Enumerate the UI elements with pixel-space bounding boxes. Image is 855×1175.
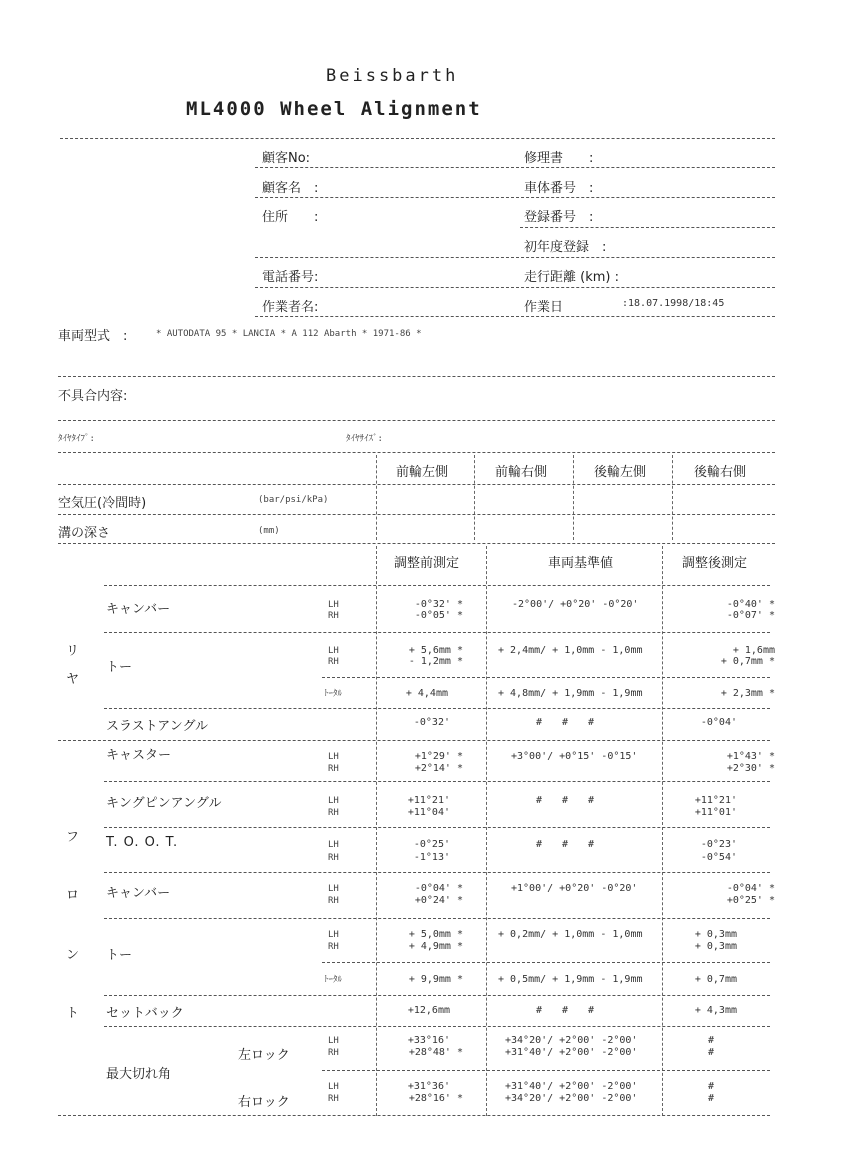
right-lock-after-rh: # (708, 1093, 715, 1104)
rear-camber-before-lh: -0°32' * (414, 599, 463, 610)
rh-label: RH (328, 896, 339, 906)
work-date-label: 作業日 (524, 300, 564, 315)
toot-after-rh: -0°54' (700, 852, 737, 863)
rear-total-before: + 4,4mm (405, 688, 448, 699)
side-label-front: ン (66, 948, 80, 963)
divider (104, 585, 770, 586)
toot-after-lh: -0°23' (700, 839, 737, 850)
divider (255, 257, 775, 258)
front-camber-after-lh: -0°04' * (726, 883, 775, 894)
front-total-after: + 0,7mm (694, 974, 737, 985)
divider (58, 543, 775, 544)
rh-label: RH (328, 1048, 339, 1058)
divider (104, 781, 770, 782)
side-label-front: ト (66, 1006, 80, 1021)
front-toe-before-lh: + 5,0mm * (408, 929, 463, 940)
customer-no-label: 顧客No: (262, 151, 311, 166)
divider (255, 197, 775, 198)
front-camber-spec: +1°00'/ +0°20' -0°20' (511, 883, 638, 894)
column-divider (376, 455, 377, 540)
divider (58, 740, 770, 741)
divider (322, 1070, 770, 1071)
setback-label: セットバック (106, 1006, 184, 1021)
right-lock-before-rh: +28°16' * (408, 1093, 463, 1104)
header-before: 調整前測定 (394, 556, 460, 571)
rh-label: RH (328, 808, 339, 818)
rear-toe-spec: + 2,4mm/ + 1,0mm - 1,0mm (498, 645, 643, 656)
vehicle-type-value: * AUTODATA 95 * LANCIA * A 112 Abarth * 1971-86 * (156, 329, 422, 339)
rh-label: RH (328, 1094, 339, 1104)
wheel-header-rear-left: 後輪左側 (594, 465, 647, 480)
rear-camber-label: キャンバー (106, 602, 171, 617)
lh-label: LH (328, 796, 339, 806)
rh-label: RH (328, 764, 339, 774)
caster-after-rh: +2°30' * (726, 763, 775, 774)
left-lock-spec-rh: +31°40'/ +2°00' -2°00' (505, 1047, 638, 1058)
divider (58, 484, 775, 485)
left-lock-after-rh: # (708, 1047, 715, 1058)
right-lock-spec-lh: +31°40'/ +2°00' -2°00' (505, 1081, 638, 1092)
kingpin-spec: # # # (536, 795, 595, 806)
left-lock-spec-lh: +34°20'/ +2°00' -2°00' (505, 1035, 638, 1046)
pressure-unit: (bar/psi/kPa) (258, 495, 329, 505)
divider (520, 227, 775, 228)
kingpin-after-rh: +11°01' (694, 807, 737, 818)
rear-total-after: + 2,3mm * (720, 688, 775, 699)
lh-label: LH (328, 752, 339, 762)
max-steer-label: 最大切れ角 (106, 1067, 172, 1082)
toot-label: T. O. O. T. (106, 835, 179, 850)
wheel-header-front-left: 前輪左側 (396, 465, 449, 480)
left-lock-before-lh: +33°16' (407, 1035, 450, 1046)
front-camber-after-rh: +0°25' * (726, 895, 775, 906)
column-divider (672, 455, 673, 540)
wheel-header-rear-right: 後輪右側 (694, 465, 747, 480)
right-lock-spec-rh: +34°20'/ +2°00' -2°00' (505, 1093, 638, 1104)
header-after: 調整後測定 (682, 556, 748, 571)
reg-no-label: 登録番号 : (524, 210, 594, 225)
operator-label: 作業者名: (262, 300, 319, 315)
lh-label: LH (328, 1082, 339, 1092)
rear-toe-label: トー (106, 660, 133, 675)
front-camber-label: キャンバー (106, 886, 171, 901)
tire-size-label: ﾀｲﾔｻｲｽﾞ: (346, 434, 383, 444)
rear-toe-after-rh: + 0,7mm * (720, 656, 775, 667)
side-label-front: フ (66, 830, 80, 845)
rear-camber-after-rh: -0°07' * (726, 610, 775, 621)
divider (104, 708, 770, 709)
tire-type-label: ﾀｲﾔﾀｲﾌﾟ: (58, 434, 95, 444)
lh-label: LH (328, 1036, 339, 1046)
front-toe-after-rh: + 0,3mm (694, 941, 737, 952)
front-camber-before-lh: -0°04' * (414, 883, 463, 894)
divider (322, 677, 770, 678)
front-toe-before-rh: + 4,9mm * (408, 941, 463, 952)
toot-before-rh: -1°13' (413, 852, 450, 863)
caster-after-lh: +1°43' * (726, 751, 775, 762)
side-label-front: ロ (66, 888, 80, 903)
mileage-label: 走行距離 (km) : (524, 270, 619, 285)
kingpin-before-rh: +11°04' (407, 807, 450, 818)
repair-doc-label: 修理書 : (524, 151, 594, 166)
lh-label: LH (328, 600, 339, 610)
title-brand: Beissbarth (326, 66, 459, 86)
phone-label: 電話番号: (262, 270, 319, 285)
kingpin-label: キングピンアングル (106, 796, 222, 811)
left-lock-before-rh: +28°48' * (408, 1047, 463, 1058)
divider (255, 287, 775, 288)
setback-spec: # # # (536, 1005, 595, 1016)
kingpin-after-lh: +11°21' (694, 795, 737, 806)
rear-camber-after-lh: -0°40' * (726, 599, 775, 610)
rear-toe-before-rh: - 1,2mm * (408, 656, 463, 667)
right-lock-before-lh: +31°36' (407, 1081, 450, 1092)
defect-label: 不具合内容: (58, 389, 128, 404)
front-camber-before-rh: +0°24' * (414, 895, 463, 906)
front-toe-spec: + 0,2mm/ + 1,0mm - 1,0mm (498, 929, 643, 940)
divider (104, 827, 770, 828)
column-divider (573, 455, 574, 540)
thrust-after: -0°04' (700, 717, 737, 728)
divider (255, 167, 775, 168)
side-label-rear: リ (66, 644, 80, 659)
thrust-before: -0°32' (413, 717, 450, 728)
pressure-label: 空気圧(冷間時) (58, 496, 147, 511)
column-divider (474, 455, 475, 540)
rh-label: RH (328, 611, 339, 621)
divider (58, 1115, 770, 1116)
left-lock-after-lh: # (708, 1035, 715, 1046)
rh-label: RH (328, 657, 339, 667)
divider (58, 514, 775, 515)
divider (58, 420, 775, 421)
right-lock-after-lh: # (708, 1081, 715, 1092)
divider (104, 918, 770, 919)
setback-after: + 4,3mm (694, 1005, 737, 1016)
lh-label: LH (328, 840, 339, 850)
divider (322, 962, 770, 963)
title-main: ML4000 Wheel Alignment (186, 98, 482, 120)
divider (255, 316, 775, 317)
divider (60, 138, 775, 139)
rear-camber-before-rh: -0°05' * (414, 610, 463, 621)
thrust-spec: # # # (536, 717, 595, 728)
caster-before-lh: +1°29' * (414, 751, 463, 762)
thrust-angle-label: スラストアングル (106, 719, 209, 734)
customer-name-label: 顧客名 : (262, 181, 319, 196)
caster-before-rh: +2°14' * (414, 763, 463, 774)
rear-toe-before-lh: + 5,6mm * (408, 645, 463, 656)
right-lock-label: 右ロック (238, 1095, 290, 1110)
left-lock-label: 左ロック (238, 1048, 290, 1063)
front-toe-label: トー (106, 948, 133, 963)
header-spec: 車両基準値 (548, 556, 614, 571)
rh-label: RH (328, 942, 339, 952)
lh-label: LH (328, 930, 339, 940)
divider (104, 632, 770, 633)
first-reg-label: 初年度登録 : (524, 240, 607, 255)
front-total-label: ﾄｰﾀﾙ (324, 975, 343, 985)
work-date-value: :18.07.1998/18:45 (622, 298, 725, 309)
front-total-spec: + 0,5mm/ + 1,9mm - 1,9mm (498, 974, 643, 985)
chassis-no-label: 車体番号 : (524, 181, 594, 196)
rear-camber-spec: -2°00'/ +0°20' -0°20' (512, 599, 639, 610)
side-label-rear: ヤ (66, 672, 80, 687)
lh-label: LH (328, 884, 339, 894)
divider (104, 1026, 770, 1027)
divider (104, 872, 770, 873)
depth-unit: (mm) (258, 526, 280, 536)
vehicle-type-label: 車両型式 : (58, 329, 128, 344)
rear-total-label: ﾄｰﾀﾙ (324, 689, 343, 699)
divider (58, 376, 775, 377)
lh-label: LH (328, 646, 339, 656)
front-total-before: + 9,9mm * (408, 974, 463, 985)
toot-spec: # # # (536, 839, 595, 850)
address-label: 住所 : (262, 210, 319, 225)
rear-total-spec: + 4,8mm/ + 1,9mm - 1,9mm (498, 688, 643, 699)
depth-label: 溝の深さ (58, 526, 111, 541)
divider (58, 452, 775, 453)
rh-label: RH (328, 853, 339, 863)
caster-label: キャスター (106, 748, 172, 763)
wheel-header-front-right: 前輪右側 (495, 465, 548, 480)
divider (104, 995, 770, 996)
front-toe-after-lh: + 0,3mm (694, 929, 737, 940)
toot-before-lh: -0°25' (413, 839, 450, 850)
caster-spec: +3°00'/ +0°15' -0°15' (511, 751, 638, 762)
setback-before: +12,6mm (407, 1005, 450, 1016)
rear-toe-after-lh: + 1,6mm (732, 645, 775, 656)
kingpin-before-lh: +11°21' (407, 795, 450, 806)
